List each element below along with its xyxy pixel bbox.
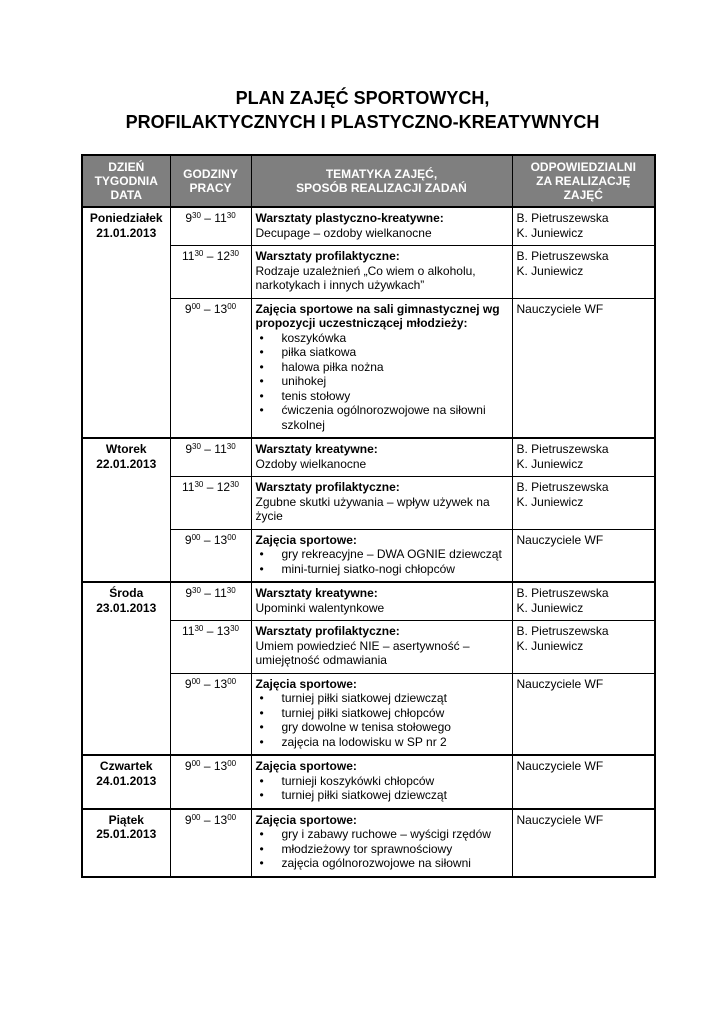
- responsible-cell: [512, 246, 655, 299]
- day-cell: [82, 207, 170, 438]
- end-minute: 30: [230, 624, 239, 633]
- responsible-person: Nauczyciele WF: [516, 676, 604, 691]
- end-minute: 00: [227, 301, 237, 311]
- list-item: • unihokej: [282, 374, 508, 389]
- end-hour: 13: [216, 624, 231, 638]
- start-minute: 30: [194, 249, 204, 258]
- start-minute: 30: [192, 442, 201, 451]
- topic-cell: [251, 673, 512, 755]
- responsible-person: B. Pietruszewska: [516, 624, 609, 638]
- end-minute: 00: [227, 532, 237, 542]
- time-separator: –: [200, 759, 214, 773]
- responsible-person: Nauczyciele WF: [516, 301, 604, 316]
- start-hour: 9: [184, 532, 192, 547]
- table-row: [82, 438, 655, 477]
- start-minute: 30: [192, 586, 201, 595]
- topic-title: Warsztaty kreatywne:: [255, 586, 378, 600]
- end-minute: 00: [227, 759, 237, 768]
- day-name: Piątek: [108, 812, 144, 827]
- topic-detail: Ozdoby wielkanocne: [255, 456, 367, 471]
- start-hour: 9: [184, 676, 192, 691]
- hours-cell: [170, 755, 251, 809]
- day-cell: [82, 438, 170, 582]
- end-hour: 11: [214, 586, 227, 600]
- title-line-1: PLAN ZAJĘĆ SPORTOWYCH,: [235, 88, 490, 108]
- end-hour: 11: [214, 211, 227, 225]
- header-topic: TEMATYKA ZAJĘĆ, SPOSÓB REALIZACJI ZADAŃ: [251, 155, 512, 207]
- responsible-cell: [512, 755, 655, 809]
- table-row: [82, 809, 655, 877]
- responsible-person: K. Juniewicz: [516, 225, 584, 240]
- topic-title: Warsztaty kreatywne:: [255, 442, 378, 456]
- time-separator: –: [200, 532, 214, 547]
- day-name: Środa: [109, 586, 144, 600]
- topic-cell: [251, 621, 512, 674]
- hours-cell: [170, 582, 251, 621]
- activity-list: [256, 331, 508, 433]
- start-hour: 9: [184, 812, 192, 827]
- end-hour: 12: [216, 249, 231, 263]
- list-item: • zajęcia na lodowisku w SP nr 2: [282, 735, 508, 750]
- topic-title: Warsztaty profilaktyczne:: [255, 249, 400, 263]
- topic-cell: [251, 477, 512, 530]
- end-hour: 13: [213, 812, 228, 827]
- day-date: 21.01.2013: [96, 225, 157, 240]
- day-date: 24.01.2013: [96, 773, 157, 788]
- list-item: • młodzieżowy tor sprawnościowy: [282, 842, 508, 857]
- activity-list: [256, 547, 508, 576]
- list-item: • gry rekreacyjne – DWA OGNIE dziewcząt: [282, 547, 508, 562]
- responsible-person: Nauczyciele WF: [516, 812, 604, 827]
- start-hour: 11: [182, 480, 195, 494]
- list-item: • turniej piłki siatkowej chłopców: [282, 706, 508, 721]
- time-separator: –: [200, 442, 215, 456]
- responsible-cell: [512, 298, 655, 438]
- responsible-cell: [512, 582, 655, 621]
- hours-cell: [170, 207, 251, 246]
- day-cell: [82, 755, 170, 809]
- day-date: 23.01.2013: [96, 600, 157, 615]
- start-hour: 9: [184, 759, 192, 773]
- responsible-cell: [512, 529, 655, 582]
- end-hour: 13: [213, 759, 228, 773]
- responsible-person: K. Juniewicz: [516, 600, 584, 615]
- time-separator: –: [200, 812, 214, 827]
- start-minute: 30: [192, 211, 201, 220]
- end-hour: 12: [216, 480, 231, 494]
- day-cell: [82, 582, 170, 755]
- header-hours: GODZINY PRACY: [170, 155, 251, 207]
- activity-list: [256, 774, 508, 803]
- schedule-table: [81, 154, 656, 878]
- end-minute: 00: [227, 676, 237, 686]
- responsible-cell: [512, 673, 655, 755]
- topic-cell: [251, 438, 512, 477]
- responsible-person: K. Juniewicz: [516, 494, 584, 509]
- end-minute: 30: [226, 211, 236, 220]
- responsible-cell: [512, 621, 655, 674]
- hours-cell: [170, 477, 251, 530]
- responsible-cell: [512, 438, 655, 477]
- responsible-person: K. Juniewicz: [516, 638, 584, 653]
- list-item: • ćwiczenia ogólnorozwojowe na siłowni szkolnej: [282, 403, 508, 432]
- topic-cell: [251, 298, 512, 438]
- list-item: • tenis stołowy: [282, 389, 508, 404]
- day-name: Wtorek: [105, 442, 147, 456]
- header-day: DZIEŃ TYGODNIA DATA: [82, 155, 170, 207]
- responsible-person: B. Pietruszewska: [516, 480, 609, 494]
- hours-cell: [170, 246, 251, 299]
- title-line-2: PROFILAKTYCZNYCH I PLASTYCZNO-KREATYWNYCH: [125, 112, 600, 132]
- topic-detail: Decupage – ozdoby wielkanocne: [255, 225, 432, 240]
- hours-cell: [170, 673, 251, 755]
- time-separator: –: [203, 624, 217, 638]
- topic-cell: [251, 207, 512, 246]
- topic-title: Warsztaty plastyczno-kreatywne:: [255, 211, 444, 225]
- hours-cell: [170, 809, 251, 877]
- end-minute: 30: [230, 480, 239, 489]
- header-responsible: ODPOWIEDZIALNI ZA REALIZACJĘ ZAJĘĆ: [512, 155, 655, 207]
- start-minute: 00: [191, 532, 201, 542]
- schedule-body: [82, 207, 655, 877]
- hours-cell: [170, 529, 251, 582]
- topic-title: Zajęcia sportowe:: [255, 676, 357, 691]
- start-hour: 9: [184, 301, 192, 316]
- responsible-cell: [512, 207, 655, 246]
- time-separator: –: [200, 301, 214, 316]
- start-hour: 11: [182, 249, 195, 263]
- start-minute: 30: [194, 480, 204, 489]
- topic-detail: Umiem powiedzieć NIE – asertywność – umiejętność odmawiania: [255, 638, 470, 667]
- responsible-person: K. Juniewicz: [516, 456, 584, 471]
- end-hour: 13: [213, 301, 228, 316]
- time-separator: –: [200, 211, 215, 225]
- time-separator: –: [200, 676, 214, 691]
- topic-cell: [251, 529, 512, 582]
- activity-list: [256, 827, 508, 871]
- day-cell: [82, 809, 170, 877]
- responsible-person: B. Pietruszewska: [516, 249, 609, 263]
- responsible-person: Nauczyciele WF: [516, 532, 604, 547]
- hours-cell: [170, 621, 251, 674]
- topic-detail: Upominki walentynkowe: [255, 600, 385, 615]
- responsible-person: Nauczyciele WF: [516, 759, 604, 773]
- topic-cell: [251, 582, 512, 621]
- day-date: 25.01.2013: [96, 827, 157, 841]
- end-minute: 00: [227, 812, 237, 822]
- list-item: • turniej piłki siatkowej dziewcząt: [282, 691, 508, 706]
- list-item: • koszykówka: [282, 331, 508, 346]
- end-hour: 11: [214, 442, 227, 456]
- time-separator: –: [203, 249, 217, 263]
- list-item: • halowa piłka nożna: [282, 360, 508, 375]
- table-row: [82, 207, 655, 246]
- table-row: [82, 582, 655, 621]
- activity-list: [256, 691, 508, 749]
- list-item: • turniej piłki siatkowej dziewcząt: [282, 788, 508, 803]
- topic-detail: Rodzaje uzależnień „Co wiem o alkoholu, narkotykach i innych używkach”: [255, 263, 476, 292]
- topic-detail: Zgubne skutki używania – wpływ używek na życie: [255, 494, 490, 523]
- hours-cell: [170, 298, 251, 438]
- list-item: • turnieji koszykówki chłopców: [282, 774, 508, 789]
- day-name: Czwartek: [99, 759, 153, 773]
- start-minute: 00: [191, 676, 201, 686]
- list-item: • gry dowolne w tenisa stołowego: [282, 720, 508, 735]
- start-minute: 00: [191, 301, 201, 311]
- topic-title: Zajęcia sportowe na sali gimnastycznej wg propozycji uczestniczącej młodzieży:: [255, 301, 500, 330]
- start-hour: 11: [182, 624, 195, 638]
- responsible-cell: [512, 809, 655, 877]
- start-minute: 00: [191, 812, 201, 822]
- end-minute: 30: [230, 249, 239, 258]
- start-hour: 9: [185, 442, 193, 456]
- document-title: [0, 86, 725, 134]
- responsible-person: B. Pietruszewska: [516, 442, 609, 456]
- topic-title: Zajęcia sportowe:: [255, 812, 357, 827]
- list-item: • zajęcia ogólnorozwojowe na siłowni: [282, 856, 508, 871]
- start-hour: 9: [185, 211, 193, 225]
- end-hour: 13: [213, 676, 228, 691]
- day-date: 22.01.2013: [96, 456, 157, 471]
- responsible-person: B. Pietruszewska: [516, 586, 609, 600]
- responsible-person: B. Pietruszewska: [516, 211, 609, 225]
- start-minute: 00: [191, 759, 201, 768]
- time-separator: –: [203, 480, 217, 494]
- end-minute: 30: [226, 442, 236, 451]
- start-hour: 9: [185, 586, 193, 600]
- topic-title: Warsztaty profilaktyczne:: [255, 480, 400, 494]
- topic-title: Warsztaty profilaktyczne:: [255, 624, 400, 638]
- topic-title: Zajęcia sportowe:: [255, 759, 357, 773]
- end-minute: 30: [226, 586, 236, 595]
- responsible-cell: [512, 477, 655, 530]
- topic-cell: [251, 755, 512, 809]
- end-hour: 13: [213, 532, 228, 547]
- start-minute: 30: [194, 624, 204, 633]
- topic-cell: [251, 246, 512, 299]
- hours-cell: [170, 438, 251, 477]
- header-row: [82, 155, 655, 207]
- topic-title: Zajęcia sportowe:: [255, 532, 357, 547]
- table-row: [82, 755, 655, 809]
- list-item: • mini-turniej siatko-nogi chłopców: [282, 562, 508, 577]
- list-item: • piłka siatkowa: [282, 345, 508, 360]
- responsible-person: K. Juniewicz: [516, 263, 584, 278]
- topic-cell: [251, 809, 512, 877]
- time-separator: –: [200, 586, 215, 600]
- list-item: • gry i zabawy ruchowe – wyścigi rzędów: [282, 827, 508, 842]
- day-name: Poniedziałek: [89, 211, 163, 225]
